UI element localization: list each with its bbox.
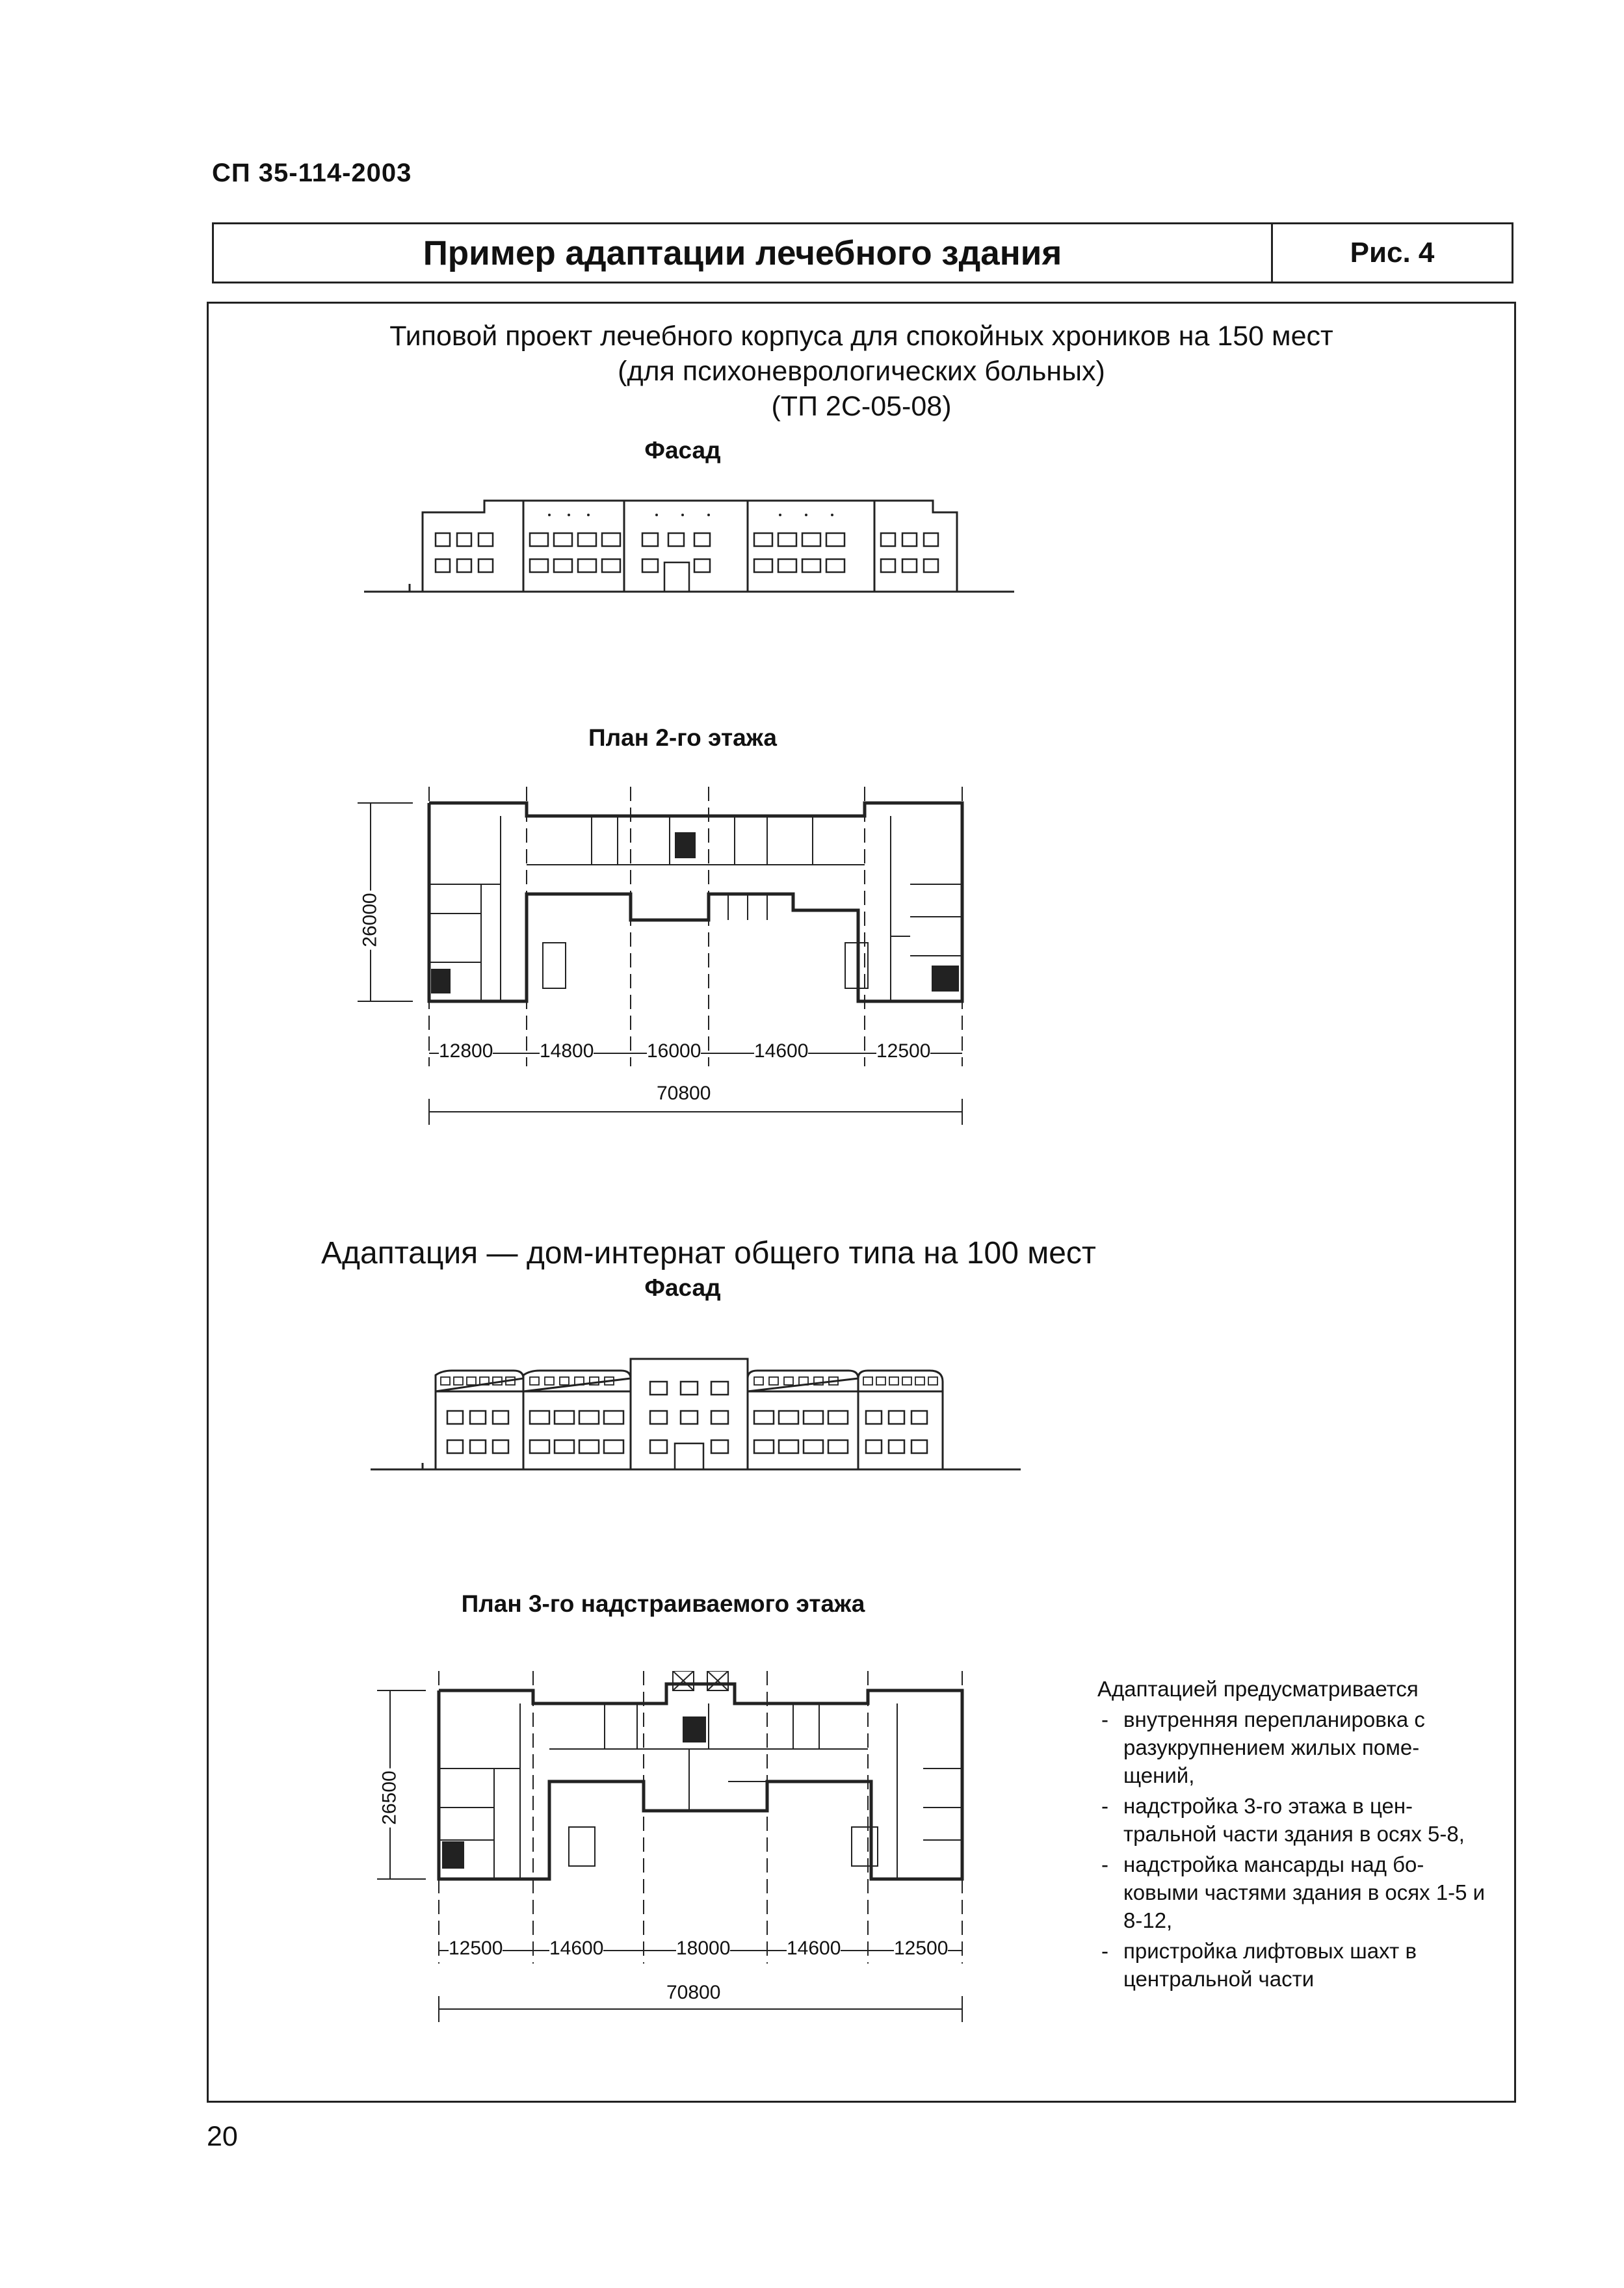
facade1-drawing <box>364 481 1027 598</box>
plan2-dim-1: 12800 <box>439 1040 493 1062</box>
facade1-label: Фасад <box>644 437 721 464</box>
title-box <box>212 222 1513 283</box>
plan2-height-dim-box <box>351 871 390 969</box>
plan2-label: План 2-го этажа <box>588 724 777 751</box>
plan3-dim-4: 14600 <box>787 1938 841 1959</box>
notes-item: - пристройка лифтовых шахт в центральной части <box>1097 1937 1487 1993</box>
plan2-height-dim: 26000 <box>360 890 382 949</box>
plan3-drawing <box>364 1671 1021 2035</box>
notes-item: - внутренняя перепланировка с разукрупнением жилых поме-щений, <box>1097 1705 1487 1789</box>
plan3-geometry <box>364 1671 1021 2035</box>
facade2-label: Фасад <box>644 1274 721 1301</box>
project-caption-line2: (для психоневрологических больных) <box>618 356 1105 387</box>
figure-label: Рис. 4 <box>1350 237 1435 269</box>
notes-item: - надстройка мансарды над бо-ковыми частями здания в осях 1-5 и 8-12, <box>1097 1850 1487 1934</box>
page-number: 20 <box>207 2121 238 2152</box>
plan3-dim-5: 12500 <box>894 1938 949 1959</box>
plan3-dim-2: 14600 <box>549 1938 604 1959</box>
adaptation-notes <box>1097 1675 1487 1995</box>
plan2-drawing <box>345 787 995 1138</box>
notes-item: - надстройка 3-го этажа в цен-тральной части здания в осях 5-8, <box>1097 1792 1487 1848</box>
plan3-total-dim: 70800 <box>666 1982 721 2003</box>
plan3-label: План 3-го надстраиваемого этажа <box>461 1590 865 1617</box>
plan3-dim-1: 12500 <box>449 1938 503 1959</box>
project-caption-line3: (ТП 2С-05-08) <box>771 391 952 422</box>
plan2-dim-2: 14800 <box>540 1040 594 1062</box>
document-code: СП 35-114-2003 <box>212 159 412 187</box>
plan3-height-dim-box <box>371 1742 410 1853</box>
project-caption-line1: Типовой проект лечебного корпуса для спокойных хроников на 150 мест <box>389 321 1333 352</box>
plan2-dim-5: 12500 <box>876 1040 931 1062</box>
facade2-drawing <box>371 1346 1034 1476</box>
plan3-height-dim: 26500 <box>379 1768 401 1827</box>
plan2-dim-3: 16000 <box>647 1040 701 1062</box>
notes-heading: Адаптацией предусматривается <box>1097 1677 1419 1701</box>
project-caption <box>273 319 1450 424</box>
figure-title: Пример адаптации лечебного здания <box>423 233 1062 272</box>
plan3-dim-3: 18000 <box>676 1938 731 1959</box>
adaptation-title: Адаптация — дом-интернат общего типа на 100 мест <box>321 1236 1096 1270</box>
plan2-total-dim: 70800 <box>657 1083 711 1104</box>
plan2-dim-4: 14600 <box>754 1040 809 1062</box>
notes-list <box>1097 1705 1487 1993</box>
